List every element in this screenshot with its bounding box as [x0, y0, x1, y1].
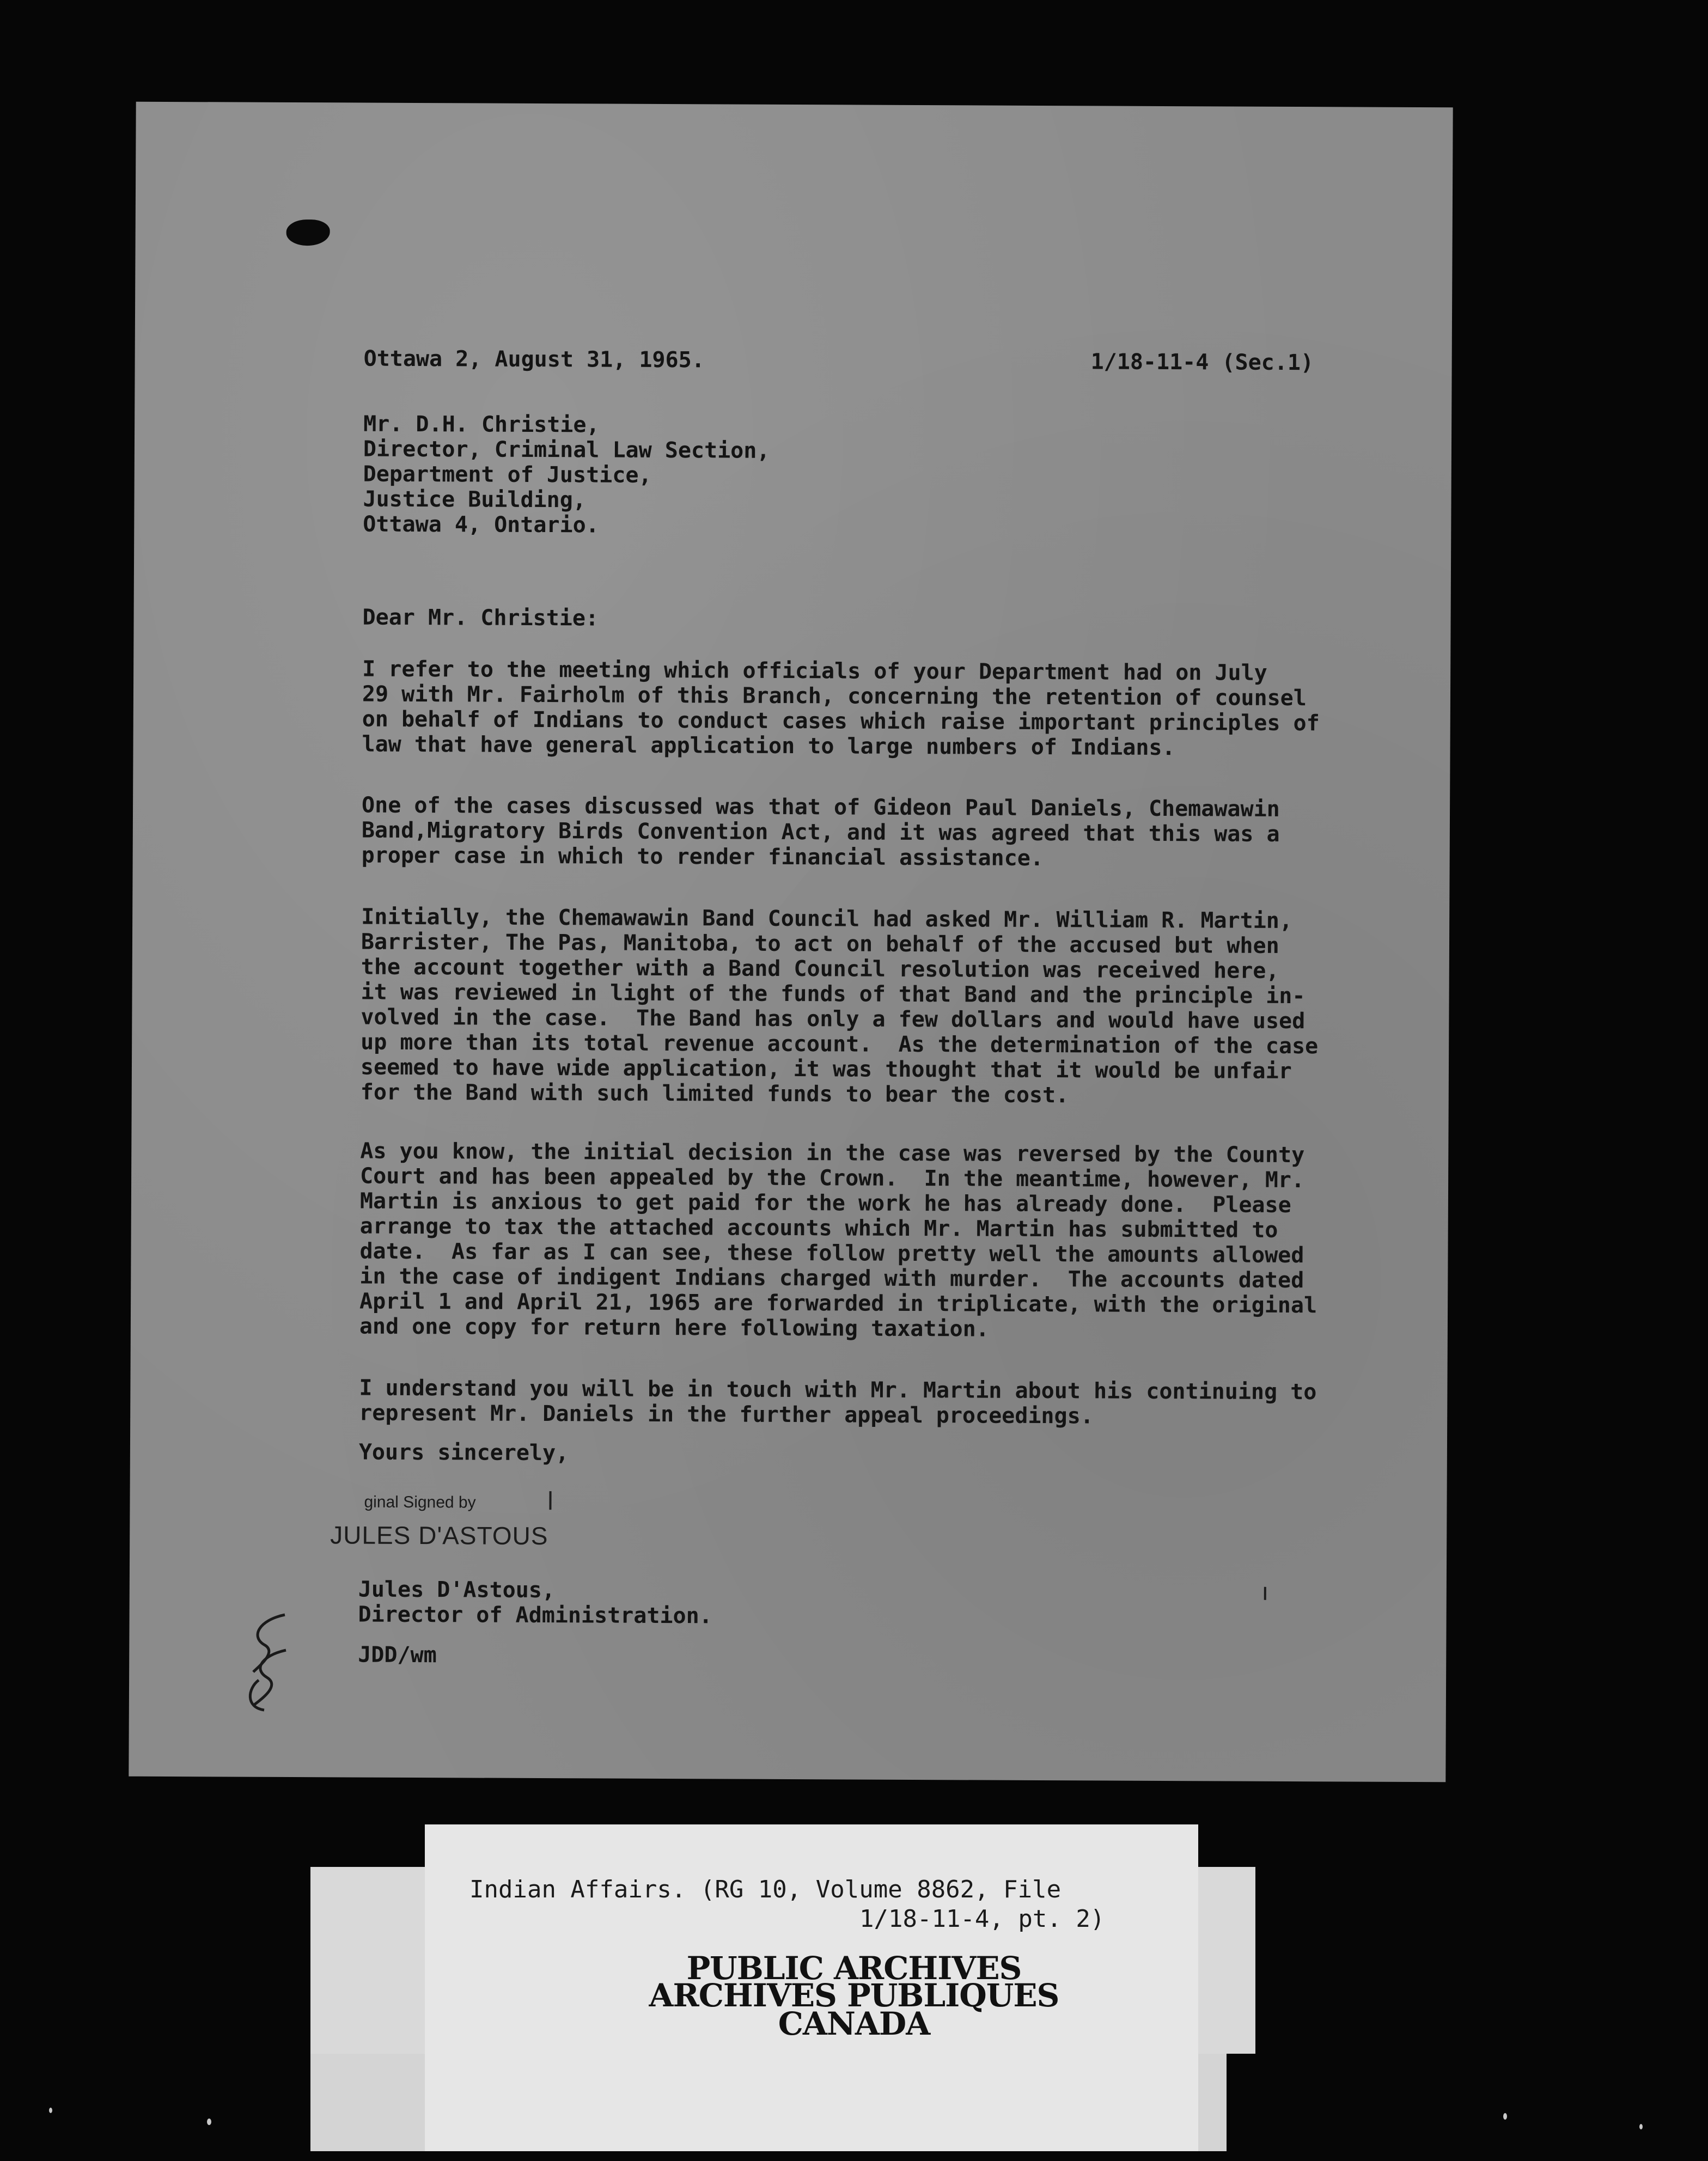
body-line: Barrister, The Pas, Manitoba, to act on behalf of the accused but when — [361, 929, 1279, 959]
stamp-tick — [549, 1491, 551, 1510]
letter-date: Ottawa 2, August 31, 1965. — [363, 346, 705, 373]
body-line: arrange to tax the attached accounts which Mr. Martin has submitted to — [359, 1213, 1278, 1243]
body-line: date. As far as I can see, these follow pretty well the amounts allowed — [359, 1238, 1304, 1268]
file-reference: 1/18-11-4 (Sec.1) — [1090, 349, 1314, 376]
archive-stamp-line-3: CANADA — [778, 2005, 930, 2042]
archive-stamp-line-2: ARCHIVES PUBLIQUES — [649, 1977, 1059, 2014]
body-line: As you know, the initial decision in the case was reversed by the County — [360, 1138, 1305, 1168]
body-line: I understand you will be in touch with Mr. Martin about his continuing to — [359, 1375, 1317, 1405]
body-line: volved in the case. The Band has only a few dollars and would have used — [361, 1004, 1306, 1034]
body-line: in the case of indigent Indians charged with murder. The accounts dated — [359, 1263, 1304, 1293]
body-line: Initially, the Chemawawin Band Council had asked Mr. William R. Martin, — [361, 904, 1293, 934]
body-line: it was reviewed in light of the funds of that Band and the principle in- — [361, 979, 1306, 1009]
stray-mark — [1264, 1587, 1266, 1600]
handwritten-stroke — [253, 1615, 285, 1672]
closing: Yours sincerely, — [358, 1439, 569, 1466]
signature-stamp-caption: ginal Signed by — [364, 1493, 476, 1512]
film-speck — [1639, 2124, 1643, 2129]
address-line: Ottawa 4, Ontario. — [363, 511, 599, 538]
archive-citation-line-2: 1/18-11-4, pt. 2) — [859, 1905, 1105, 1933]
signer-name: Jules D'Astous, — [358, 1577, 556, 1603]
punch-hole — [286, 219, 330, 246]
handwritten-stroke — [250, 1680, 264, 1710]
body-line: I refer to the meeting which officials of your Department had on July — [362, 656, 1267, 686]
body-line: April 1 and April 21, 1965 are forwarded in triplicate, with the original — [359, 1289, 1317, 1318]
handwritten-page-number — [221, 1598, 308, 1718]
film-speck — [49, 2108, 52, 2113]
signer-title: Director of Administration. — [358, 1602, 712, 1629]
film-speck — [1503, 2113, 1507, 2120]
body-line: and one copy for return here following taxation. — [359, 1314, 989, 1342]
body-line: Court and has been appealed by the Crown. In the meantime, however, Mr. — [360, 1163, 1305, 1193]
signature-stamp-name: JULES D'ASTOUS — [330, 1521, 548, 1550]
body-line: on behalf of Indians to conduct cases which raise important principles of — [362, 706, 1320, 736]
address-line: Mr. D.H. Christie, — [363, 411, 600, 438]
address-line: Director, Criminal Law Section, — [363, 436, 770, 463]
body-line: represent Mr. Daniels in the further appeal proceedings. — [359, 1400, 1094, 1429]
letter-sheet — [129, 102, 1453, 1782]
typist-initials: JDD/wm — [358, 1642, 437, 1668]
salutation: Dear Mr. Christie: — [362, 605, 599, 631]
archive-citation-line-1: Indian Affairs. (RG 10, Volume 8862, File — [469, 1876, 1062, 1903]
handwritten-stroke — [254, 1650, 286, 1705]
body-line: Martin is anxious to get paid for the work he has already done. Please — [359, 1188, 1291, 1218]
film-speck — [207, 2119, 211, 2125]
body-line: 29 with Mr. Fairholm of this Branch, concerning the retention of counsel — [362, 681, 1307, 711]
body-line: up more than its total revenue account. As the determination of the case — [361, 1029, 1319, 1059]
archive-stamp-line-1: PUBLIC ARCHIVES — [686, 1950, 1022, 1987]
body-line: the account together with a Band Council resolution was received here, — [361, 954, 1279, 984]
body-line: One of the cases discussed was that of Gideon Paul Daniels, Chemawawin — [361, 792, 1280, 822]
body-line: for the Band with such limited funds to bear the cost. — [360, 1079, 1069, 1108]
address-line: Department of Justice, — [363, 461, 652, 488]
address-line: Justice Building, — [363, 486, 587, 513]
body-line: proper case in which to render financial assistance. — [361, 843, 1044, 871]
body-line: seemed to have wide application, it was thought that it would be unfair — [360, 1054, 1292, 1084]
body-line: law that have general application to large numbers of Indians. — [362, 731, 1175, 761]
body-line: Band,Migratory Birds Convention Act, and it was agreed that this was a — [361, 817, 1280, 847]
